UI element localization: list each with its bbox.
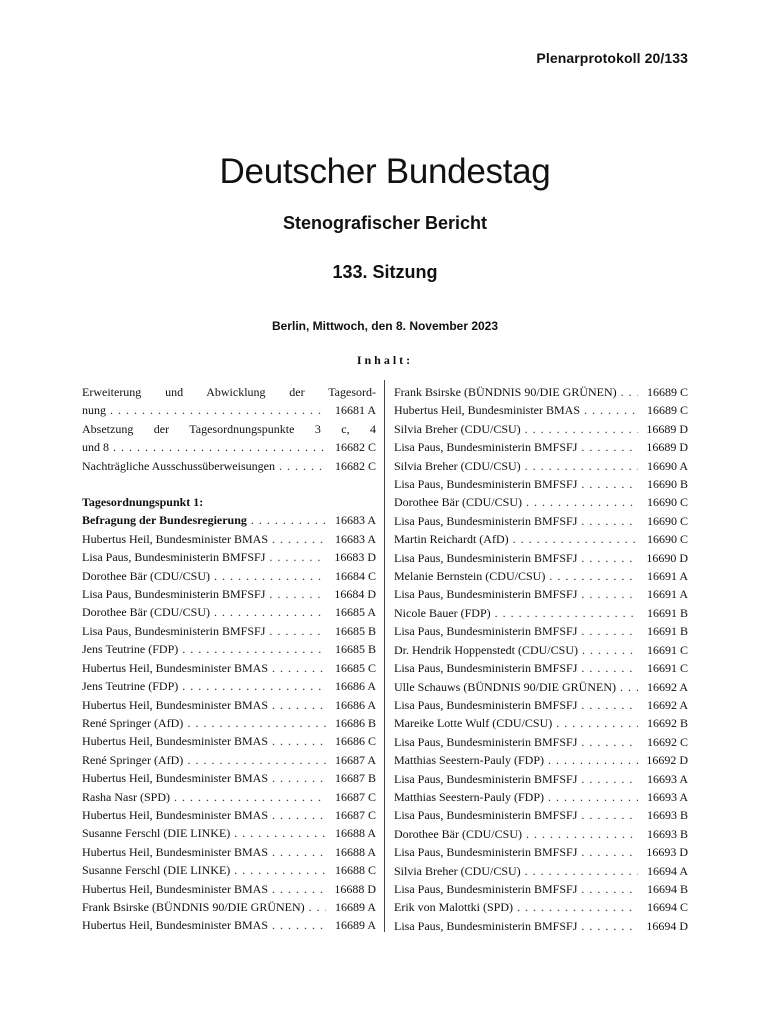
leader-dots	[272, 659, 326, 677]
toc-entry	[394, 751, 688, 769]
leader-dots	[272, 769, 326, 787]
speaker-name: Dr. Hendrik Hoppenstedt (CDU/CSU)	[394, 642, 578, 657]
speaker-name: Lisa Paus, Bundesministerin BMFSFJ	[394, 513, 578, 528]
toc-page-ref[interactable]: 16682 C	[334, 458, 376, 473]
toc-entry	[394, 604, 688, 622]
toc-page-ref[interactable]: 16683 A	[334, 531, 376, 546]
leader-dots	[234, 861, 326, 879]
leader-dots	[272, 530, 326, 548]
speaker-name: Lisa Paus, Bundesministerin BMFSFJ	[394, 845, 578, 860]
toc-page-ref[interactable]: 16692 C	[646, 734, 688, 749]
toc-page-ref[interactable]: 16687 B	[334, 771, 376, 786]
toc-page-ref[interactable]: 16693 A	[646, 789, 688, 804]
toc-entry	[394, 401, 688, 419]
toc-page-ref[interactable]: 16689 A	[334, 918, 376, 933]
toc-entry	[394, 880, 688, 898]
speaker-name: Melanie Bernstein (CDU/CSU)	[394, 569, 546, 584]
toc-entry	[82, 714, 376, 732]
speaker-name: Susanne Ferschl (DIE LINKE)	[82, 826, 231, 841]
toc-entry	[82, 603, 376, 621]
toc-entry	[82, 548, 376, 566]
leader-dots	[251, 511, 326, 529]
leader-dots	[187, 751, 326, 769]
toc-entry-text-cont: und 8	[82, 440, 109, 455]
toc-entry	[394, 843, 688, 861]
leader-dots	[581, 622, 638, 640]
speaker-name: Lisa Paus, Bundesministerin BMFSFJ	[394, 734, 578, 749]
speaker-name: Hubertus Heil, Bundesminister BMAS	[82, 807, 268, 822]
leader-dots	[525, 420, 638, 438]
toc-page-ref[interactable]: 16694 C	[646, 900, 688, 915]
toc-entry	[394, 917, 688, 935]
toc-entry	[82, 530, 376, 548]
leader-dots	[272, 696, 326, 714]
speaker-name: René Springer (AfD)	[82, 752, 184, 767]
leader-dots	[581, 806, 638, 824]
leader-dots	[548, 788, 638, 806]
speaker-name: Lisa Paus, Bundesministerin BMFSFJ	[394, 661, 578, 676]
toc-page-ref[interactable]: 16692 B	[646, 716, 688, 731]
contents-heading: Inhalt:	[356, 353, 414, 367]
toc-entry	[82, 861, 376, 879]
toc-page-ref[interactable]: 16690 C	[646, 495, 688, 510]
toc-entry	[394, 641, 688, 659]
speaker-name: Hubertus Heil, Bundesminister BMAS	[82, 531, 268, 546]
toc-page-ref[interactable]: 16693 B	[646, 826, 688, 841]
toc-page-ref[interactable]: 16693 B	[646, 808, 688, 823]
speaker-name: Matthias Seestern-Pauly (FDP)	[394, 753, 544, 768]
toc-entry	[82, 585, 376, 603]
toc-entry	[82, 898, 376, 916]
toc-entry-text-cont: nung	[82, 403, 106, 418]
toc-page-ref[interactable]: 16690 C	[646, 532, 688, 547]
leader-dots	[214, 603, 326, 621]
leader-dots	[272, 916, 326, 934]
leader-dots	[525, 457, 638, 475]
toc-entry	[82, 880, 376, 898]
leader-dots	[548, 751, 638, 769]
toc-entry	[82, 640, 376, 658]
toc-page-ref[interactable]: 16684 D	[334, 587, 376, 602]
toc-entry	[82, 457, 376, 475]
leader-dots	[526, 493, 638, 511]
speaker-name: Lisa Paus, Bundesministerin BMFSFJ	[394, 697, 578, 712]
leader-dots	[272, 843, 326, 861]
leader-dots	[309, 898, 326, 916]
toc-entry	[394, 512, 688, 530]
speaker-name: Lisa Paus, Bundesministerin BMFSFJ	[394, 587, 578, 602]
toc-entry	[82, 806, 376, 824]
toc-entry	[82, 420, 376, 457]
toc-page-ref[interactable]: 16691 C	[646, 642, 688, 657]
speaker-name: René Springer (AfD)	[82, 715, 184, 730]
toc-page-ref[interactable]: 16687 A	[334, 752, 376, 767]
leader-dots	[581, 770, 638, 788]
speaker-name: Frank Bsirske (BÜNDNIS 90/DIE GRÜNEN)	[82, 899, 305, 914]
toc-entry	[82, 677, 376, 695]
toc-entry	[82, 622, 376, 640]
toc-entry	[394, 678, 688, 696]
toc-page-ref[interactable]: 16690 D	[646, 550, 688, 565]
toc-page-ref[interactable]: 16694 A	[646, 863, 688, 878]
toc-page-ref[interactable]: 16688 A	[334, 826, 376, 841]
toc-right-column	[394, 383, 688, 935]
toc-page-ref[interactable]: 16687 C	[334, 807, 376, 822]
speaker-name: Dorothee Bär (CDU/CSU)	[394, 826, 522, 841]
speaker-name: Hubertus Heil, Bundesminister BMAS	[82, 771, 268, 786]
speaker-name: Lisa Paus, Bundesministerin BMFSFJ	[394, 550, 578, 565]
toc-entry-text: Erweiterung und Abwicklung der Tagesord-	[82, 385, 376, 399]
leader-dots	[581, 512, 638, 530]
leader-dots	[279, 457, 326, 475]
toc-entry	[394, 659, 688, 677]
leader-dots	[110, 401, 326, 419]
toc-entry	[394, 493, 688, 511]
toc-page-ref[interactable]: 16687 C	[334, 789, 376, 804]
speaker-name: Erik von Malottki (SPD)	[394, 900, 513, 915]
session-number: 133. Sitzung	[332, 262, 438, 282]
toc-page-ref[interactable]: 16684 C	[334, 568, 376, 583]
column-divider	[384, 380, 385, 932]
toc-left-column	[82, 383, 376, 935]
toc-page-ref[interactable]: 16686 A	[334, 697, 376, 712]
toc-page-ref[interactable]: 16686 B	[334, 715, 376, 730]
toc-page-ref[interactable]: 16682 C	[334, 440, 376, 455]
agenda-item-heading: Tagesordnungspunkt 1:	[82, 495, 204, 510]
speaker-name: Lisa Paus, Bundesministerin BMFSFJ	[394, 440, 578, 455]
toc-entry	[82, 769, 376, 787]
toc-page-ref[interactable]: 16685 A	[334, 605, 376, 620]
toc-entry	[82, 567, 376, 585]
leader-dots	[517, 898, 638, 916]
speaker-name: Silvia Breher (CDU/CSU)	[394, 863, 521, 878]
toc-entry	[394, 825, 688, 843]
toc-page-ref[interactable]: 16689 D	[646, 421, 688, 436]
toc-entry	[82, 732, 376, 750]
speaker-name: Hubertus Heil, Bundesminister BMAS	[82, 660, 268, 675]
leader-dots	[234, 824, 326, 842]
toc-entry	[82, 843, 376, 861]
speaker-name: Lisa Paus, Bundesministerin BMFSFJ	[394, 918, 578, 933]
agenda-item-title: Befragung der Bundesregierung	[82, 513, 247, 528]
speaker-name: Lisa Paus, Bundesministerin BMFSFJ	[82, 623, 266, 638]
leader-dots	[182, 640, 326, 658]
toc-entry	[394, 420, 688, 438]
toc-page-ref[interactable]: 16692 D	[646, 753, 688, 768]
toc-entry	[394, 622, 688, 640]
leader-dots	[269, 548, 326, 566]
leader-dots	[495, 604, 638, 622]
toc-page-ref[interactable]: 16689 D	[646, 440, 688, 455]
leader-dots	[214, 567, 326, 585]
leader-dots	[581, 733, 638, 751]
toc-entry	[394, 898, 688, 916]
session-date: Berlin, Mittwoch, den 8. November 2023	[271, 319, 499, 333]
toc-entry-text: Absetzung der Tagesordnungspunkte 3 c, 4	[82, 421, 376, 436]
speaker-name: Lisa Paus, Bundesministerin BMFSFJ	[394, 808, 578, 823]
speaker-name: Matthias Seestern-Pauly (FDP)	[394, 789, 544, 804]
speaker-name: Hubertus Heil, Bundesminister BMAS	[82, 734, 268, 749]
speaker-name: Hubertus Heil, Bundesminister BMAS	[82, 697, 268, 712]
toc-page-ref[interactable]: 16691 B	[646, 624, 688, 639]
toc-entry	[394, 567, 688, 585]
toc-page-ref[interactable]: 16689 A	[334, 899, 376, 914]
leader-dots	[556, 714, 638, 732]
speaker-name: Hubertus Heil, Bundesminister BMAS	[82, 918, 268, 933]
leader-dots	[581, 475, 638, 493]
toc-page-ref[interactable]: 16692 A	[646, 679, 688, 694]
document-title: Deutscher Bundestag	[219, 152, 551, 191]
toc-page-ref[interactable]: 16686 C	[334, 734, 376, 749]
toc-page-ref[interactable]: 16686 A	[334, 679, 376, 694]
toc-page-ref[interactable]: 16690 C	[646, 513, 688, 528]
leader-dots	[620, 678, 638, 696]
toc-entry	[82, 659, 376, 677]
toc-page-ref[interactable]: 16689 C	[646, 403, 688, 418]
leader-dots	[581, 659, 638, 677]
leader-dots	[621, 383, 638, 401]
toc-page-ref[interactable]: 16691 A	[646, 569, 688, 584]
leader-dots	[581, 880, 638, 898]
speaker-name: Dorothee Bär (CDU/CSU)	[82, 568, 210, 583]
toc-entry	[394, 585, 688, 603]
leader-dots	[582, 641, 638, 659]
speaker-name: Mareike Lotte Wulf (CDU/CSU)	[394, 716, 553, 731]
toc-page-ref[interactable]: 16688 A	[334, 844, 376, 859]
leader-dots	[526, 825, 638, 843]
toc-entry	[394, 457, 688, 475]
toc-page-ref[interactable]: 16694 D	[646, 918, 688, 933]
toc-entry	[82, 751, 376, 769]
toc-right-speaker-list	[394, 383, 688, 935]
toc-page-ref[interactable]: 16688 D	[334, 881, 376, 896]
leader-dots	[513, 530, 638, 548]
toc-page-ref[interactable]: 16693 D	[646, 845, 688, 860]
protocol-number: Plenarprotokoll 20/133	[536, 50, 688, 66]
speaker-name: Dorothee Bär (CDU/CSU)	[394, 495, 522, 510]
speaker-name: Jens Teutrine (FDP)	[82, 642, 179, 657]
toc-page-ref[interactable]: 16692 A	[646, 697, 688, 712]
speaker-name: Lisa Paus, Bundesministerin BMFSFJ	[82, 550, 266, 565]
document-subtitle: Stenografischer Bericht	[282, 213, 488, 233]
toc-entry	[394, 788, 688, 806]
toc-entry	[394, 733, 688, 751]
leader-dots	[272, 806, 326, 824]
toc-entry	[82, 511, 376, 529]
leader-dots	[269, 622, 326, 640]
speaker-name: Lisa Paus, Bundesministerin BMFSFJ	[82, 587, 266, 602]
toc-entry	[394, 438, 688, 456]
toc-entry	[394, 806, 688, 824]
toc-entry	[394, 696, 688, 714]
toc-page-ref[interactable]: 16694 B	[646, 881, 688, 896]
speaker-name: Silvia Breher (CDU/CSU)	[394, 458, 521, 473]
toc-entry	[82, 383, 376, 420]
toc-page-ref[interactable]: 16691 B	[646, 605, 688, 620]
toc-page-ref[interactable]: 16691 C	[646, 661, 688, 676]
toc-entry-text: Nachträgliche Ausschussüberweisungen	[82, 458, 275, 473]
toc-entry	[394, 475, 688, 493]
speaker-name: Hubertus Heil, Bundesminister BMAS	[82, 844, 268, 859]
toc-entry	[394, 770, 688, 788]
leader-dots	[584, 401, 638, 419]
speaker-name: Martin Reichardt (AfD)	[394, 532, 509, 547]
leader-dots	[182, 677, 326, 695]
toc-page-ref[interactable]: 16685 C	[334, 660, 376, 675]
speaker-name: Ulle Schauws (BÜNDNIS 90/DIE GRÜNEN)	[394, 679, 616, 694]
toc-page-ref[interactable]: 16691 A	[646, 587, 688, 602]
speaker-name: Silvia Breher (CDU/CSU)	[394, 421, 521, 436]
leader-dots	[113, 438, 326, 456]
leader-dots	[269, 585, 326, 603]
toc-page-ref[interactable]: 16689 C	[646, 385, 688, 399]
speaker-name: Lisa Paus, Bundesministerin BMFSFJ	[394, 771, 578, 786]
toc-entry	[394, 530, 688, 548]
speaker-name: Susanne Ferschl (DIE LINKE)	[82, 863, 231, 878]
toc-entry	[394, 714, 688, 732]
leader-dots	[272, 732, 326, 750]
speaker-name: Lisa Paus, Bundesministerin BMFSFJ	[394, 477, 578, 492]
leader-dots	[525, 862, 638, 880]
speaker-name: Hubertus Heil, Bundesminister BMAS	[82, 881, 268, 896]
leader-dots	[174, 788, 326, 806]
leader-dots	[581, 438, 638, 456]
leader-dots	[581, 585, 638, 603]
leader-dots	[581, 843, 638, 861]
toc-page-ref[interactable]: 16685 B	[334, 623, 376, 638]
speaker-name: Lisa Paus, Bundesministerin BMFSFJ	[394, 624, 578, 639]
leader-dots	[549, 567, 638, 585]
toc-page-ref[interactable]: 16685 B	[334, 642, 376, 657]
speaker-name: Nicole Bauer (FDP)	[394, 605, 491, 620]
toc-entry	[82, 696, 376, 714]
speaker-name: Dorothee Bär (CDU/CSU)	[82, 605, 210, 620]
toc-entry	[82, 824, 376, 842]
leader-dots	[581, 696, 638, 714]
toc-entry	[394, 862, 688, 880]
toc-page-ref[interactable]: 16690 A	[646, 458, 688, 473]
leader-dots	[581, 917, 638, 935]
toc-entry	[82, 916, 376, 934]
speaker-name: Frank Bsirske (BÜNDNIS 90/DIE GRÜNEN)	[394, 385, 617, 399]
toc-page-ref[interactable]: 16683 D	[334, 550, 376, 565]
speaker-name: Lisa Paus, Bundesministerin BMFSFJ	[394, 881, 578, 896]
toc-page-ref[interactable]: 16688 C	[334, 863, 376, 878]
toc-entry	[82, 788, 376, 806]
toc-page-ref[interactable]: 16693 A	[646, 771, 688, 786]
speaker-name: Jens Teutrine (FDP)	[82, 679, 179, 694]
leader-dots	[187, 714, 326, 732]
toc-page-ref[interactable]: 16681 A	[334, 403, 376, 418]
leader-dots	[272, 880, 326, 898]
toc-entry	[394, 549, 688, 567]
toc-entry	[394, 383, 688, 401]
speaker-name: Rasha Nasr (SPD)	[82, 789, 170, 804]
toc-page-ref[interactable]: 16683 A	[334, 513, 376, 528]
leader-dots	[581, 549, 638, 567]
speaker-name: Hubertus Heil, Bundesminister BMAS	[394, 403, 580, 418]
toc-page-ref[interactable]: 16690 B	[646, 477, 688, 492]
toc-left-speaker-list	[82, 530, 376, 935]
